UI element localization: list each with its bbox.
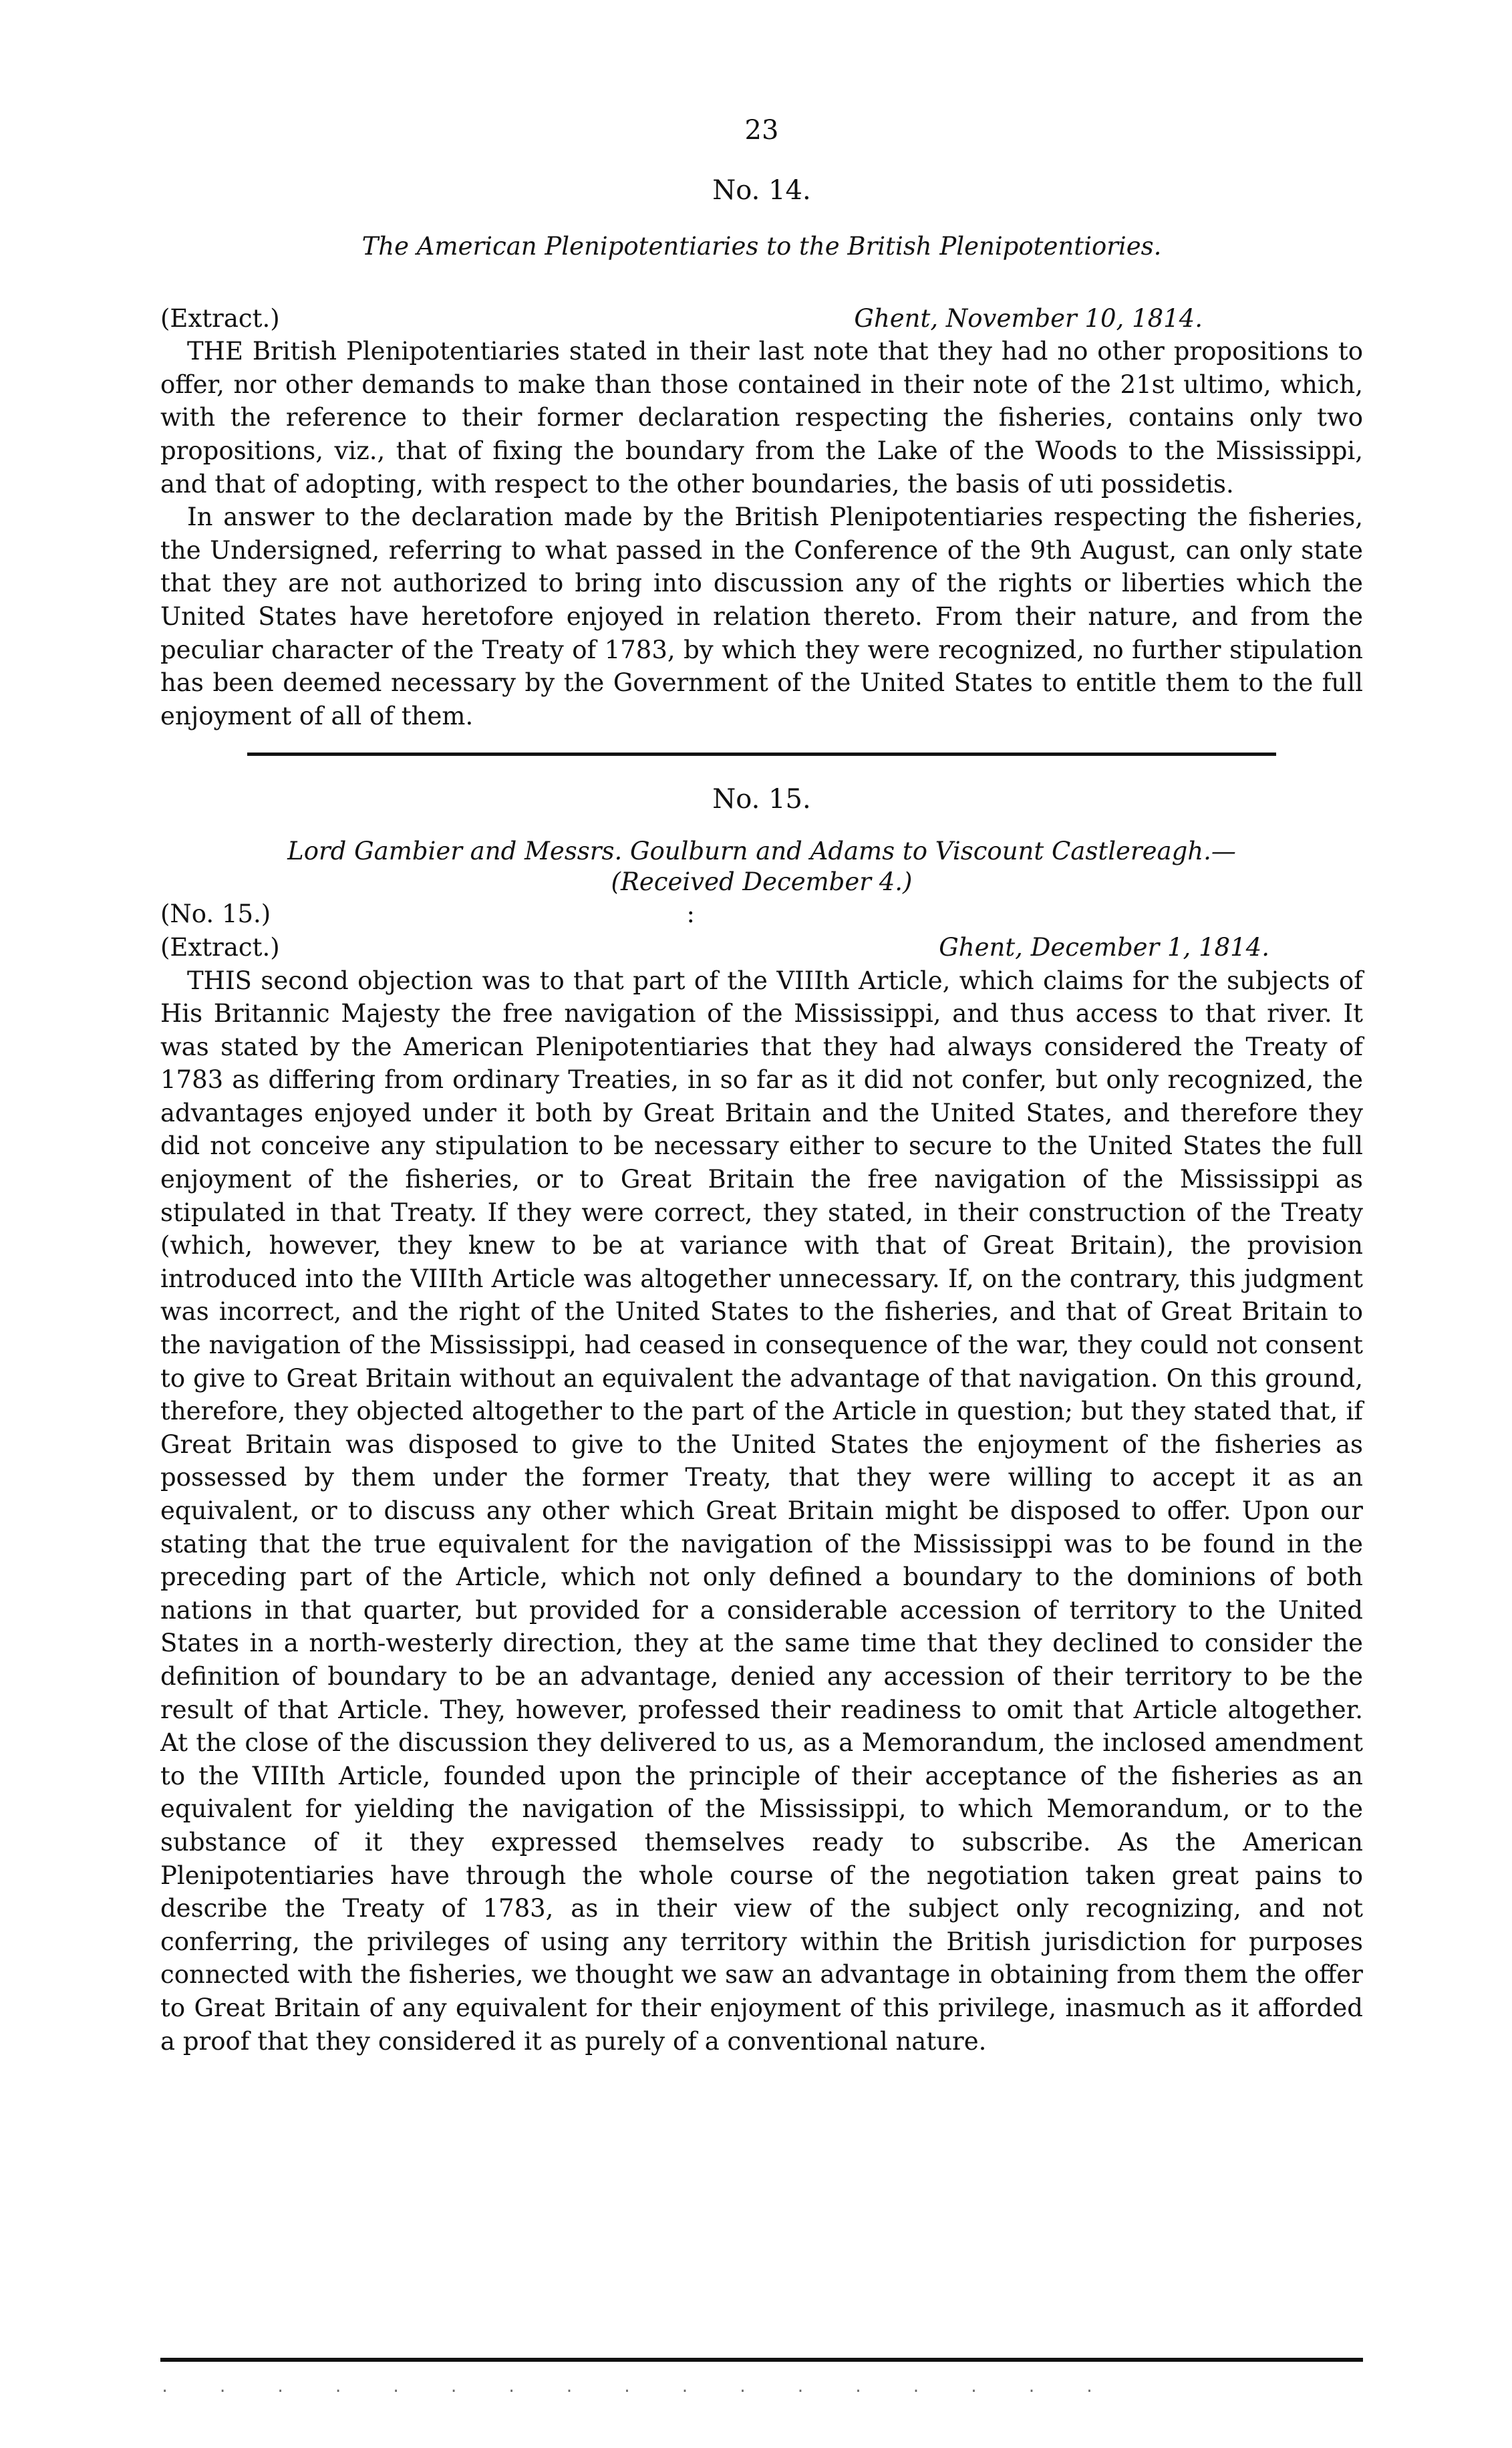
dateline: Ghent, December 1, 1814. [939, 932, 1269, 962]
page-number: 23 [744, 115, 779, 146]
document-number: No. 15. [712, 784, 811, 815]
document-no-14 [160, 174, 1363, 732]
extract-label: (Extract.) [160, 303, 280, 333]
body-paragraph: THE British Plenipotentiaries stated in their last note that they had no other propositions to offer, nor other demands to make than those contained in their note of the 21st ultimo, which, with the reference to their former declaration respecting the fisheries, contains only two propositions, viz., that of fixing the boundary from the Lake of the Woods to the Mississippi, and that of adopting, with respect to the other boundaries, the basis of uti possidetis. [160, 337, 1363, 499]
reference-row [160, 898, 1363, 931]
document-no-15 [160, 783, 1363, 2058]
extract-dateline-row [160, 931, 1363, 964]
body-paragraph: In answer to the declaration made by the British Plenipotentiaries respecting the fisheries, the Undersigned, referring to what passed in the Conference of the 9th August, can only state that they are not authorized to bring into discussion any of the rights or liberties which the United States have heretofore enjoyed in relation thereto. From their nature, and from the peculiar character of the Treaty of 1783, by which they were recognized, no further stipulation has been deemed necessary by the Government of the United States to entitle them to the full enjoyment of all of them. [160, 503, 1363, 730]
reference-number: (No. 15.) [160, 900, 271, 929]
section-divider [247, 753, 1276, 756]
page [160, 114, 1363, 2058]
dateline: Ghent, November 10, 1814. [854, 303, 1203, 333]
print-noise: . . . . . . . . . . . . . . . . . [160, 2379, 1114, 2396]
extract-label: (Extract.) [160, 932, 280, 962]
footer-rule [160, 2358, 1363, 2362]
body-paragraph: THIS second objection was to that part of the VIIIth Article, which claims for the subjects of His Britannic Majesty the free navigation of the Mississippi, and thus access to that river. It was stated by the American Plenipotentiaries that they had always considered the Treaty of 1783 as differing from ordinary Treaties, in so far as it did not confer, but only recognized, the advantages enjoyed under it both by Great Britain and the United States, and therefore they did not conceive any stipulation to be necessary either to secure to the United States the full enjoyment of the fisheries, or to Great Britain the free navigation of the Mississippi as stipulated in that Treaty. If they were correct, they stated, in their construction of the Treaty (which, however, they knew to be at variance with that of Great Britain), the provision introduced into the VIIIth Article was altogether unnecessary. If, on the contrary, this judgment was incorrect, and the right of the United States to the fisheries, and that of Great Britain to the navigation of the Mississippi, had ceased in consequence of the war, they could not consent to give to Great Britain without an equivalent the advantage of that navigation. On this ground, therefore, they objected altogether to the part of the Article in question; but they stated that, if Great Britain was disposed to give to the United States the enjoyment of the fisheries as possessed by them under the former Treaty, that they were willing to accept it as an equivalent, or to discuss any other which Great Britain might be disposed to offer. Upon our stating that the true equivalent for the navigation of the Mississippi was to be found in the preceding part of the Article, which not only defined a boundary to the dominions of both nations in that quarter, but provided for a considerable accession of territory to the United States in a north-westerly direction, they at the same time that they declined to consider the definition of boundary to be an advantage, denied any accession of their territory to be the result of that Article. They, however, professed their readiness to omit that Article altogether. At the close of the discussion they delivered to us, as a Memorandum, the inclosed amendment to the VIIIth Article, founded upon the principle of their acceptance of the fisheries as an equivalent for yielding the navigation of the Mississippi, to which Memorandum, or to the substance of it they expressed themselves ready to subscribe. As the American Plenipotentiaries have through the whole course of the negotiation taken great pains to describe the Treaty of 1783, as in their view of the subject only recognizing, and not conferring, the privileges of using any territory within the British jurisdiction for purposes connected with the fisheries, we thought we saw an advantage in obtaining from them the offer to Great Britain of any equivalent for their enjoyment of this privilege, inasmuch as it afforded a proof that they considered it as purely of a conventional nature. [160, 966, 1363, 2056]
document-title: Lord Gambier and Messrs. Goulburn and Adams to Viscount Castlereagh.— [287, 837, 1236, 866]
extract-dateline-row [160, 302, 1363, 335]
marker: : [686, 900, 695, 929]
received-note: (Received December 4.) [611, 867, 913, 897]
document-title: The American Plenipotentiaries to the British Plenipotentiories. [361, 232, 1162, 261]
document-number: No. 14. [712, 175, 811, 206]
